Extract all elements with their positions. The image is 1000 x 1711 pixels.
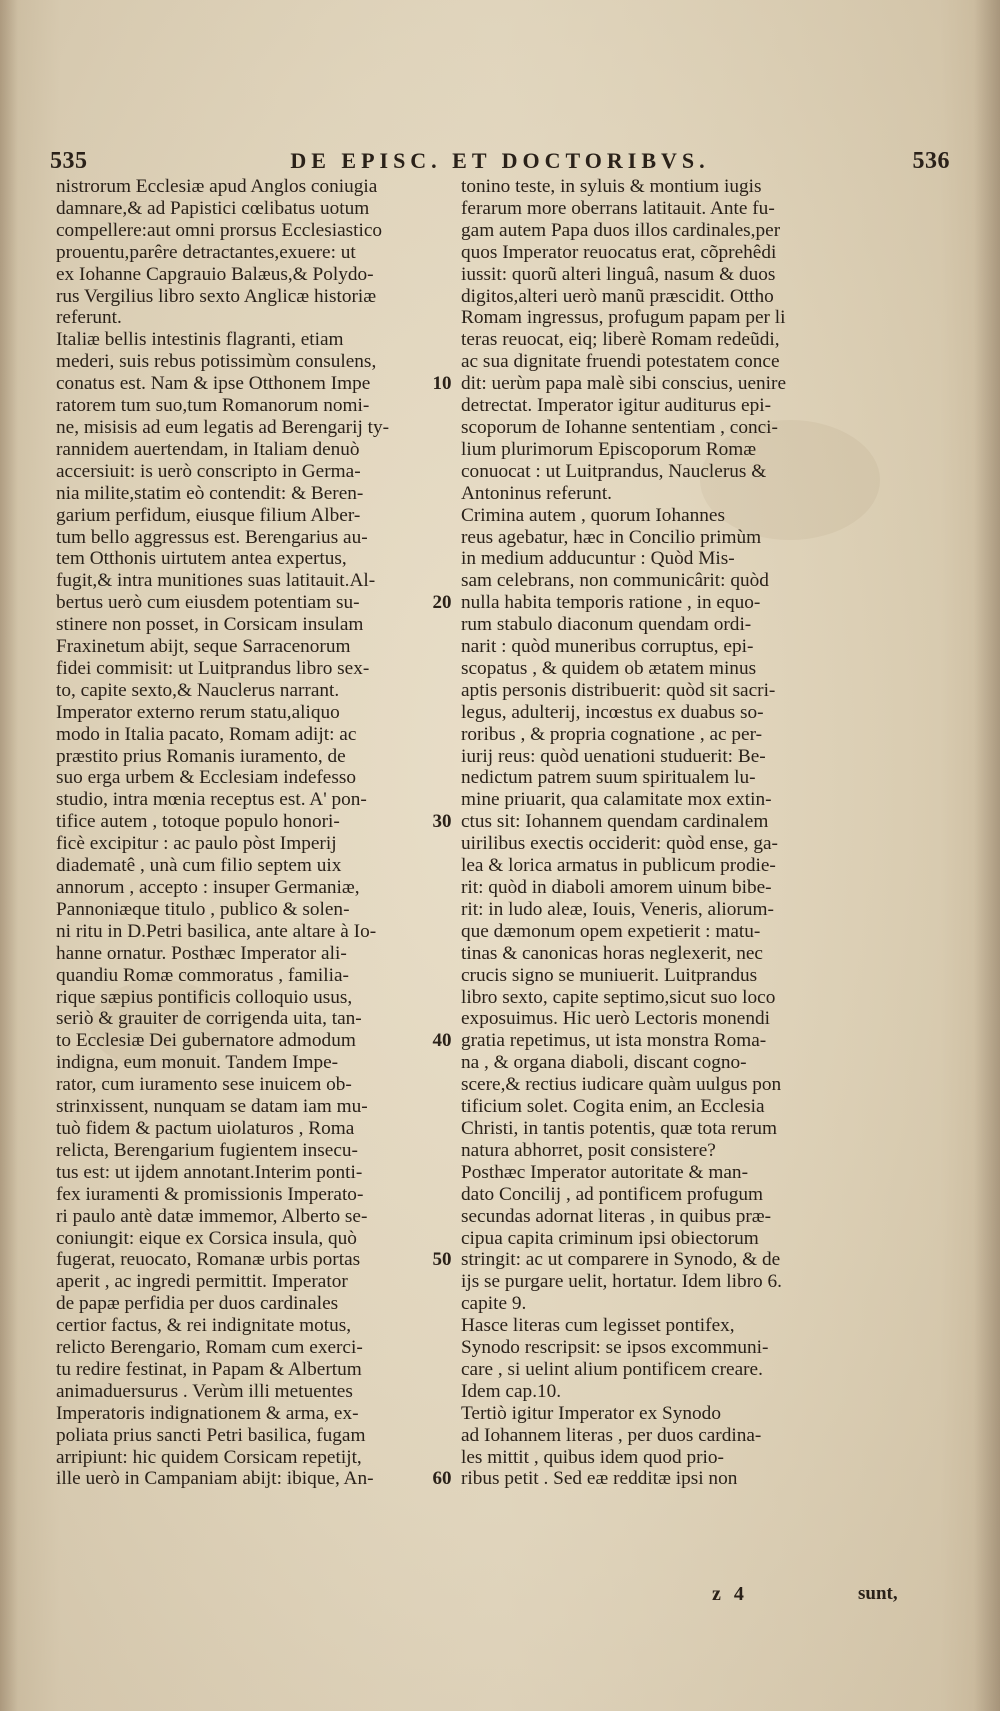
- text-line: nulla habita temporis ratione , in equo-: [461, 592, 761, 614]
- text-line: exposuimus. Hic uerò Lectoris monendi: [461, 1008, 770, 1030]
- text-line: libro sexto, capite septimo,sicut suo loco: [461, 986, 776, 1008]
- text-line: tinas & canonicas horas neglexerit, nec: [461, 942, 763, 964]
- text-line: conuocat : ut Luitprandus, Nauclerus &: [461, 460, 767, 482]
- text-line: Hasce literas cum legisset pontifex,: [461, 1315, 735, 1337]
- text-line: rit: in ludo aleæ, Iouis, Veneris, aliorum-: [461, 898, 774, 920]
- text-line: arripiunt: hic quidem Corsicam repetijt,: [56, 1446, 362, 1468]
- text-line: diadematê , unà cum filio septem uix: [56, 855, 342, 877]
- text-line: secundas adornat literas , in quibus præ-: [461, 1205, 772, 1227]
- text-line: roribus , & propria cognatione , ac per-: [461, 723, 763, 745]
- text-line: bertus uerò cum eiusdem potentiam su-: [56, 592, 360, 614]
- text-line: tu redire festinat, in Papam & Albertum: [56, 1358, 362, 1380]
- text-line: scopatus , & quidem ob ætatem minus: [461, 657, 757, 679]
- text-line: Idem cap.10.: [461, 1380, 562, 1402]
- text-line: que dæmonum opem expetierit : matu-: [461, 920, 761, 942]
- text-line: quandiu Romæ commoratus , familia-: [56, 964, 349, 986]
- text-line: ratorem tum suo,tum Romanorum nomi-: [56, 395, 370, 417]
- text-line: nia milite,statim eò contendit: & Beren-: [56, 482, 364, 504]
- signature-mark: z 4: [712, 1583, 748, 1605]
- text-line: ad Iohannem literas , per duos cardina-: [461, 1424, 762, 1446]
- text-line: uirilibus exectis occiderit: quòd ense, ga-: [461, 833, 778, 855]
- text-line: Italiæ bellis intestinis flagranti, etiam: [56, 329, 344, 351]
- text-line: fex iuramenti & promissionis Imperato-: [56, 1183, 364, 1205]
- text-line: prouentu,parêre detractantes,exuere: ut: [56, 241, 356, 263]
- text-line: capite 9.: [461, 1293, 527, 1315]
- line-number: 60: [432, 1468, 452, 1490]
- text-line: Fraxinetum abijt, seque Sarracenorum: [56, 636, 351, 658]
- text-line: gam autem Papa duos illos cardinales,per: [461, 219, 781, 241]
- running-header: [50, 148, 950, 178]
- text-line: fugit,& intra munitiones suas latitauit.Al-: [56, 570, 376, 592]
- text-line: ni ritu in D.Petri basilica, ante altare à Io-: [56, 920, 377, 942]
- text-line: dit: uerùm papa malè sibi conscius, uenire: [461, 373, 787, 395]
- text-line: scoporum de Iohanne sententiam , conci-: [461, 416, 778, 438]
- text-line: rit: quòd in diaboli amorem uinum bibe-: [461, 877, 772, 898]
- text-line: tem Otthonis uirtutem antea expertus,: [56, 548, 347, 570]
- text-line: Romam ingressus, profugum papam per li: [461, 307, 786, 329]
- text-line: suo erga urbem & Ecclesiam indefesso: [56, 767, 357, 789]
- text-line: dato Concilij , ad pontificem profugum: [461, 1183, 764, 1205]
- right-page-number: 536: [912, 148, 950, 174]
- text-line: modo in Italia pacato, Romam adijt: ac: [56, 723, 357, 745]
- text-line: gratia repetimus, ut ista monstra Roma-: [461, 1030, 767, 1052]
- text-line: annorum , accepto : insuper Germaniæ,: [56, 877, 360, 898]
- text-line: Tertiò igitur Imperator ex Synodo: [461, 1402, 721, 1424]
- text-line: digitos,alteri uerò manũ præscidit. Ottho: [461, 285, 774, 307]
- text-line: tificium solet. Cogita enim, an Ecclesia: [461, 1096, 765, 1118]
- text-line: teras reuocat, eiq; liberè Romam redeũdi,: [461, 329, 780, 351]
- text-line: ri paulo antè datæ immemor, Alberto se-: [56, 1205, 368, 1227]
- text-line: quos Imperator reuocatus erat, cõprehêdi: [461, 241, 777, 263]
- text-line: compellere:aut omni prorsus Ecclesiastico: [56, 219, 383, 241]
- text-line: narit : quòd muneribus corruptus, epi-: [461, 636, 754, 658]
- text-line: care , si uelint alium pontificem creare.: [461, 1358, 763, 1380]
- text-line: in medium adducuntur : Quòd Mis-: [461, 548, 735, 570]
- text-line: ribus petit . Sed eæ redditæ ipsi non: [461, 1468, 738, 1490]
- text-line: nistrorum Ecclesiæ apud Anglos coniugia: [56, 176, 378, 197]
- text-line: rator, cum iuramento sese inuicem ob-: [56, 1074, 352, 1096]
- text-line: nedictum patrem suum spiritualem lu-: [461, 767, 756, 789]
- text-line: indigna, eum monuit. Tandem Impe-: [56, 1052, 339, 1074]
- text-line: Pannoniæque titulo , publico & solen-: [56, 898, 350, 920]
- catchword: sunt,: [858, 1583, 898, 1604]
- text-line: strinxissent, nunquam se datam iam mu-: [56, 1096, 368, 1118]
- text-line: damnare,& ad Papistici cœlibatus uotum: [56, 197, 370, 219]
- text-line: rus Vergilius libro sexto Anglicæ historiæ: [56, 285, 377, 307]
- text-line: natura abhorret, posit consistere?: [461, 1139, 716, 1161]
- text-line: hanne ornatur. Posthæc Imperator ali-: [56, 942, 347, 964]
- text-line: conatus est. Nam & ipse Otthonem Impe: [56, 373, 371, 395]
- text-line: scere,& rectius iudicare quàm uulgus pon: [461, 1074, 782, 1096]
- text-line: Crimina autem , quorum Iohannes: [461, 504, 725, 526]
- text-line: relicta, Berengarium fugientem insecu-: [56, 1139, 358, 1161]
- text-line: garium perfidum, eiusque filium Alber-: [56, 504, 361, 526]
- text-line: fidei commisit: ut Luitprandus libro sex-: [56, 657, 370, 679]
- page-left-shadow: [0, 0, 18, 1711]
- text-line: detrectat. Imperator igitur auditurus epi-: [461, 395, 771, 417]
- line-number: 10: [432, 373, 452, 395]
- text-line: sam celebrans, non communicârit: quòd: [461, 570, 769, 592]
- text-line: les mittit , quibus idem quod prio-: [461, 1446, 724, 1468]
- text-line: relicto Berengario, Romam cum exerci-: [56, 1337, 363, 1359]
- text-line: rum stabulo diaconum quendam ordi-: [461, 614, 752, 636]
- text-line: iussit: quorũ alteri linguâ, nasum & duos: [461, 263, 776, 285]
- text-line: Antoninus referunt.: [461, 482, 613, 504]
- text-line: animaduersurus . Verùm illi metuentes: [56, 1380, 353, 1402]
- text-line: ctus sit: Iohannem quendam cardinalem: [461, 811, 769, 833]
- line-number: 20: [432, 592, 452, 614]
- text-line: Imperatoris indignationem & arma, ex-: [56, 1402, 359, 1424]
- text-line: Christi, in tantis potentis, quæ tota rerum: [461, 1117, 777, 1139]
- text-line: iurij reus: quòd uenationi studuerit: Be-: [461, 745, 766, 767]
- text-line: rique sæpius pontificis colloquio usus,: [56, 986, 353, 1008]
- line-number: 40: [432, 1030, 452, 1052]
- text-line: to Ecclesiæ Dei gubernatore admodum: [56, 1030, 356, 1052]
- text-line: de papæ perfidia per duos cardinales: [56, 1293, 339, 1315]
- text-line: mederi, suis rebus potissimùm consulens,: [56, 351, 377, 373]
- text-line: aptis personis distribuerit: quòd sit sacri-: [461, 679, 776, 701]
- text-line: tifice autem , totoque populo honori-: [56, 811, 340, 833]
- text-line: præstito prius Romanis iuramento, de: [56, 745, 346, 767]
- text-line: fugerat, reuocato, Romanæ urbis portas: [56, 1249, 361, 1271]
- text-line: crucis signo se muniuerit. Luitprandus: [461, 964, 758, 986]
- text-line: ac sua dignitate fruendi potestatem conce: [461, 351, 780, 373]
- text-line: tuò fidem & pactum uiolaturos , Roma: [56, 1117, 355, 1139]
- text-line: referunt.: [56, 307, 122, 329]
- text-line: rannidem auertendam, in Italiam denuò: [56, 438, 360, 460]
- text-line: Imperator externo rerum statu,aliquo: [56, 701, 340, 723]
- text-line: poliata prius sancti Petri basilica, fugam: [56, 1424, 366, 1446]
- left-text-column: [56, 176, 446, 1490]
- text-line: Posthæc Imperator autoritate & man-: [461, 1161, 748, 1183]
- text-line: mine priuarit, qua calamitate mox extin-: [461, 789, 772, 811]
- text-line: ne, misisis ad eum legatis ad Berengarij ty-: [56, 416, 390, 438]
- text-line: tum bello aggressus est. Berengarius au-: [56, 526, 368, 548]
- text-line: accersiuit: is uerò conscripto in Germa-: [56, 460, 361, 482]
- text-line: to, capite sexto,& Nauclerus narrant.: [56, 679, 340, 701]
- text-line: tus est: ut ijdem annotant.Interim ponti-: [56, 1161, 363, 1183]
- text-line: coniungit: eique ex Corsica insula, quò: [56, 1227, 357, 1249]
- line-number: 30: [432, 811, 452, 833]
- text-line: lium plurimorum Episcoporum Romæ: [461, 438, 757, 460]
- line-number: 50: [432, 1249, 452, 1271]
- text-line: cipua capita criminum ipsi obiectorum: [461, 1227, 759, 1249]
- text-line: ferarum more oberrans latitauit. Ante fu-: [461, 197, 775, 219]
- text-line: ficè excipitur : ac paulo pòst Imperij: [56, 833, 337, 855]
- text-line: seriò & grauiter de corrigenda uita, tan-: [56, 1008, 362, 1030]
- text-line: studio, intra mœnia receptus est. A' pon-: [56, 789, 367, 811]
- text-line: ex Iohanne Capgrauio Balæus,& Polydo-: [56, 263, 374, 285]
- right-text-column: [461, 176, 849, 1490]
- text-line: aperit , ac ingredi permittit. Imperator: [56, 1271, 348, 1293]
- text-line: legus, adulterij, incœstus ex duabus so-: [461, 701, 764, 723]
- text-line: ijs se purgare uelit, hortatur. Idem libro 6.: [461, 1271, 782, 1293]
- left-page-number: 535: [50, 148, 88, 174]
- running-title: DE EPISC. ET DOCTORIBVS.: [290, 148, 710, 173]
- text-line: na , & organa diaboli, discant cogno-: [461, 1052, 747, 1074]
- text-line: lea & lorica armatus in publicum prodie-: [461, 855, 776, 877]
- text-line: tonino teste, in syluis & montium iugis: [461, 176, 762, 197]
- text-line: certior factus, & rei indignitate motus,: [56, 1315, 352, 1337]
- text-line: reus agebatur, hæc in Concilio primùm: [461, 526, 762, 548]
- text-line: stinere non posset, in Corsicam insulam: [56, 614, 364, 636]
- text-line: ille uerò in Campaniam abijt: ibique, An-: [56, 1468, 374, 1490]
- text-line: Synodo rescripsit: se ipsos excommuni-: [461, 1337, 769, 1359]
- page-right-shadow: [974, 0, 1000, 1711]
- text-line: stringit: ac ut comparere in Synodo, & de: [461, 1249, 781, 1271]
